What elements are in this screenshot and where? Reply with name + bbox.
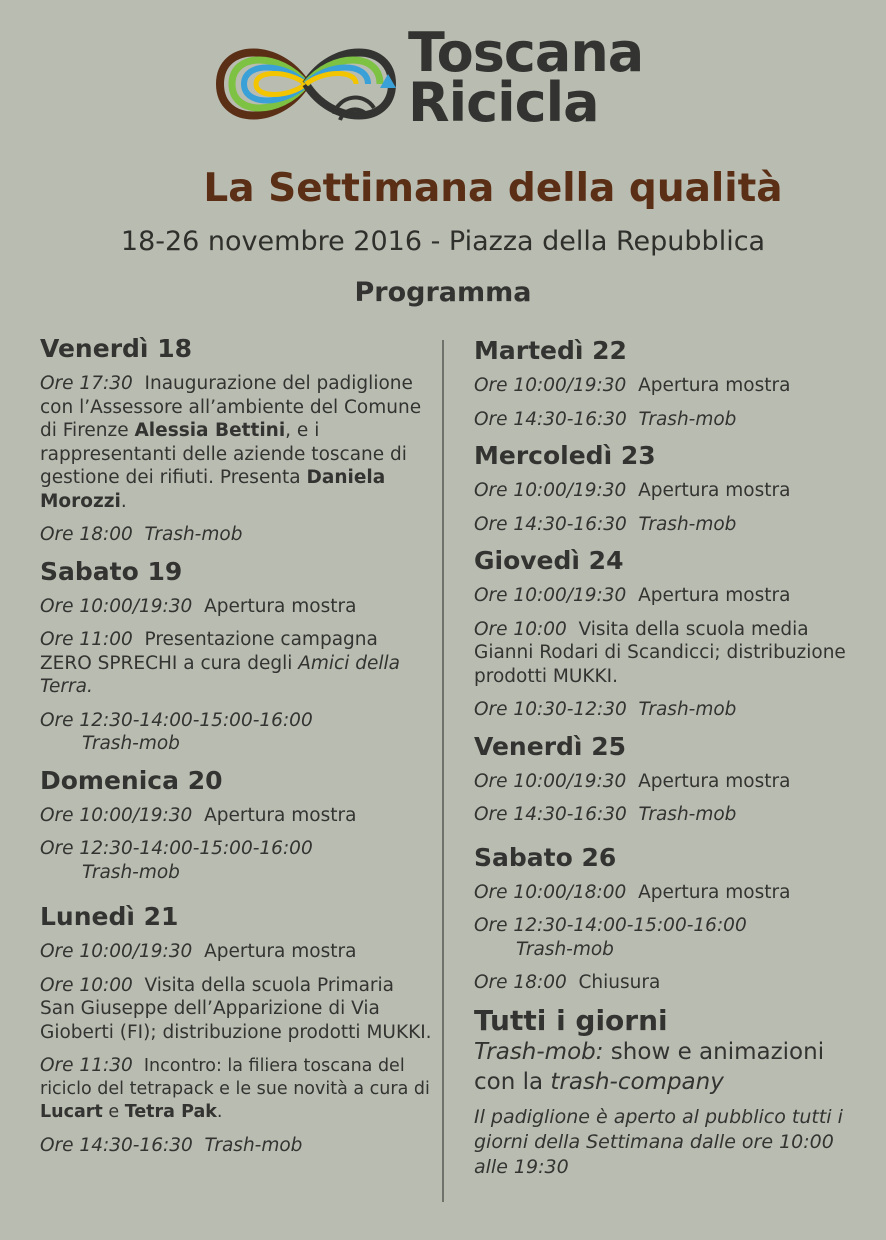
event-item xyxy=(40,940,432,964)
all-days-italic: trash-company xyxy=(550,1068,724,1095)
brand-line-2: Ricicla xyxy=(408,71,599,134)
event-bold: Tetra Pak xyxy=(124,1102,217,1122)
event-time: Ore 12:30-14:00-15:00-16:00 xyxy=(40,709,313,731)
event-text: Chiusura xyxy=(578,972,661,993)
event-time: Ore 10:00 xyxy=(40,974,133,996)
event-text: e xyxy=(102,1102,125,1122)
event-text: Apertura mostra xyxy=(638,881,791,903)
event-text: Apertura mostra xyxy=(204,595,357,617)
event-text: Presentazione campagna ZERO SPRECHI a cura degli xyxy=(40,629,378,674)
day-heading: Domenica 20 xyxy=(40,765,223,795)
event-time: Ore 10:00/18:00 xyxy=(474,881,627,903)
day-heading: Lunedì 21 xyxy=(40,902,179,931)
event-time: Ore 10:00/19:30 xyxy=(474,770,627,792)
event-text: Inaugurazione del padiglione con l’Assessore all’ambiente del Comune di Firenze xyxy=(40,373,422,441)
event-item xyxy=(40,372,432,513)
event-item xyxy=(474,698,866,722)
event-time: Ore 18:00 xyxy=(474,972,567,993)
brand-line-1: Toscana xyxy=(408,21,644,84)
event-text: . xyxy=(216,1102,223,1122)
event-text: Apertura mostra xyxy=(638,480,791,501)
event-time: Ore 10:00/19:30 xyxy=(40,804,193,826)
event-item xyxy=(40,709,432,756)
all-days-heading: Tutti i giorni xyxy=(474,1003,668,1037)
event-item xyxy=(40,804,432,828)
event-time: Ore 18:00 xyxy=(40,524,133,545)
logo xyxy=(210,21,670,140)
event-item xyxy=(474,881,866,905)
event-time: Ore 10:00/19:30 xyxy=(474,480,627,501)
event-item xyxy=(40,837,432,884)
event-item xyxy=(40,1134,432,1158)
day-heading: Venerdì 25 xyxy=(474,731,626,761)
event-time: Ore 10:00/19:30 xyxy=(474,375,627,396)
event-time: Ore 14:30-16:30 xyxy=(474,804,627,825)
event-time: Ore 10:00/19:30 xyxy=(40,595,193,617)
event-time: Ore 12:30-14:00-15:00-16:00 xyxy=(40,838,313,859)
event-time: Ore 14:30-16:30 xyxy=(474,513,627,535)
event-time: Ore 14:30-16:30 xyxy=(474,408,627,430)
page-subtitle: 18-26 novembre 2016 - Piazza della Repubblica xyxy=(120,226,766,257)
event-text: Apertura mostra xyxy=(638,770,791,792)
event-text: . xyxy=(120,490,127,512)
program-heading: Programma xyxy=(354,277,532,308)
infinity-recycle-logo-icon xyxy=(210,32,402,136)
event-text: Visita della scuola Primaria San Giuseppe dell’Apparizione di Via Gioberti (FI); distribuzione prodotti MUKKI. xyxy=(40,974,432,1043)
event-item xyxy=(40,1054,432,1124)
event-item xyxy=(40,523,432,547)
event-bold: Daniela Morozzi xyxy=(40,467,386,512)
day-heading: Giovedì 24 xyxy=(474,546,624,575)
day-heading: Venerdì 18 xyxy=(40,334,192,363)
event-time: Ore 10:00 xyxy=(474,618,567,640)
event-item xyxy=(474,971,866,995)
event-time: Ore 10:00/19:30 xyxy=(40,941,193,962)
day-heading: Sabato 26 xyxy=(474,842,617,872)
page-title: La Settimana della qualità xyxy=(203,166,783,211)
day-heading: Sabato 19 xyxy=(40,556,183,586)
day-heading: Martedì 22 xyxy=(474,336,627,365)
event-item xyxy=(474,479,866,503)
event-text: Trash-mob xyxy=(638,408,737,430)
event-text: Trash-mob xyxy=(204,1135,303,1156)
all-days-italic: Trash-mob: xyxy=(474,1038,604,1065)
event-text: Apertura mostra xyxy=(204,941,357,962)
event-text: Incontro: la filiera toscana del riciclo del tetrapack e le sue novità a cura di xyxy=(40,1056,430,1099)
event-time: Ore 11:00 xyxy=(40,629,133,650)
event-time: Ore 14:30-16:30 xyxy=(40,1135,193,1156)
event-text: Trash-mob xyxy=(638,513,737,535)
column-divider xyxy=(442,340,444,1202)
event-item xyxy=(474,770,866,794)
event-text: Trash-mob xyxy=(638,699,737,720)
brand-name xyxy=(408,21,644,134)
event-text: Trash-mob xyxy=(516,938,614,960)
event-item xyxy=(40,974,432,1045)
event-item xyxy=(474,408,866,432)
event-bold: Lucart xyxy=(40,1102,103,1122)
event-time: Ore 17:30 xyxy=(40,373,133,394)
event-bold: Alessia Bettini xyxy=(134,420,286,441)
event-time: Ore 12:30-14:00-15:00-16:00 xyxy=(474,915,747,936)
event-text: Apertura mostra xyxy=(638,585,791,606)
event-time: Ore 10:30-12:30 xyxy=(474,699,627,720)
event-text: Trash-mob xyxy=(82,733,180,754)
event-item xyxy=(474,803,866,827)
day-heading: Mercoledì 23 xyxy=(474,441,656,470)
opening-hours-note: Il padiglione è aperto al pubblico tutti i giorni della Settimana dalle ore 10:00 alle 19:30 xyxy=(474,1105,843,1178)
all-days-line: show e animazioni con la xyxy=(474,1038,825,1095)
event-item xyxy=(474,914,866,961)
left-column xyxy=(40,334,432,1168)
event-text: Trash-mob xyxy=(638,804,737,825)
event-text: Visita della scuola media Gianni Rodari di Scandicci; distribuzione prodotti MUKKI. xyxy=(474,618,846,687)
event-text: , e i rappresentanti delle aziende toscane di gestione dei rifiuti. Presenta xyxy=(40,420,407,488)
event-text: Trash-mob xyxy=(82,861,180,883)
event-item xyxy=(474,584,866,608)
event-time: Ore 11:30 xyxy=(40,1055,133,1076)
event-item xyxy=(40,595,432,619)
event-text: Apertura mostra xyxy=(638,375,791,396)
event-time: Ore 10:00/19:30 xyxy=(474,585,627,606)
right-column xyxy=(474,336,866,1180)
event-item xyxy=(474,513,866,537)
all-days-text xyxy=(474,1037,866,1097)
event-item xyxy=(40,628,432,699)
event-text: Apertura mostra xyxy=(204,804,357,826)
event-text: Trash-mob xyxy=(144,524,243,545)
event-italic: Amici della Terra. xyxy=(40,652,400,697)
event-item xyxy=(474,618,866,689)
event-item xyxy=(474,374,866,398)
